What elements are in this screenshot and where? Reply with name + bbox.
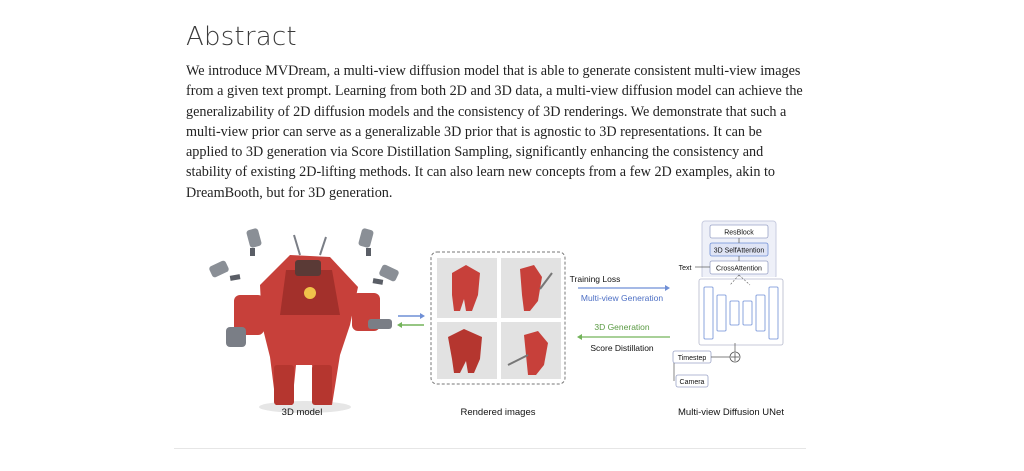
- caption-rendered-images: Rendered images: [460, 407, 536, 418]
- timestep-label: Timestep: [677, 355, 707, 362]
- training-arrows: [570, 274, 670, 353]
- camera-label: Camera: [679, 379, 705, 386]
- text-input-label: Text: [678, 265, 692, 272]
- model-render-arrows: [397, 313, 425, 328]
- rendered-images-panel: [431, 252, 565, 384]
- multiview-generation-label: Multi-view Generation: [580, 293, 664, 303]
- caption-3d-model: 3D model: [281, 407, 323, 418]
- figure-svg: [190, 215, 810, 430]
- robot-illustration: [208, 228, 399, 413]
- unet-diagram: [673, 221, 786, 387]
- section-title: Abstract: [186, 22, 297, 52]
- training-loss-label: Training Loss: [569, 274, 621, 284]
- score-distillation-label: Score Distillation: [590, 343, 654, 353]
- caption-unet: Multi-view Diffusion UNet: [678, 407, 784, 418]
- generation-3d-label: 3D Generation: [594, 322, 650, 332]
- abstract-text: We introduce MVDream, a multi-view diffusion model that is able to generate consistent multi-view images from a given text prompt. Learning from both 2D and 3D data, a multi-view diffusion model can achieve the generalizability of 2D diffusion models and the consistency of 3D renderings. We demonstrate that such a multi-view prior can serve as a generalizable 3D prior that is agnostic to 3D representations. It can be applied to 3D generation via Score Distillation Sampling, significantly enhancing the consistency and stability of existing 2D-lifting methods. It can also learn new concepts from a few 2D examples, akin to DreamBooth, but for 3D generation.: [186, 63, 803, 201]
- self-attention-label: 3D SelfAttention: [713, 247, 765, 255]
- divider: [174, 448, 806, 449]
- method-figure: [190, 215, 810, 430]
- cross-attention-label: CrossAttention: [716, 265, 762, 273]
- robot-body: [226, 235, 392, 413]
- resblock-label: ResBlock: [724, 229, 754, 237]
